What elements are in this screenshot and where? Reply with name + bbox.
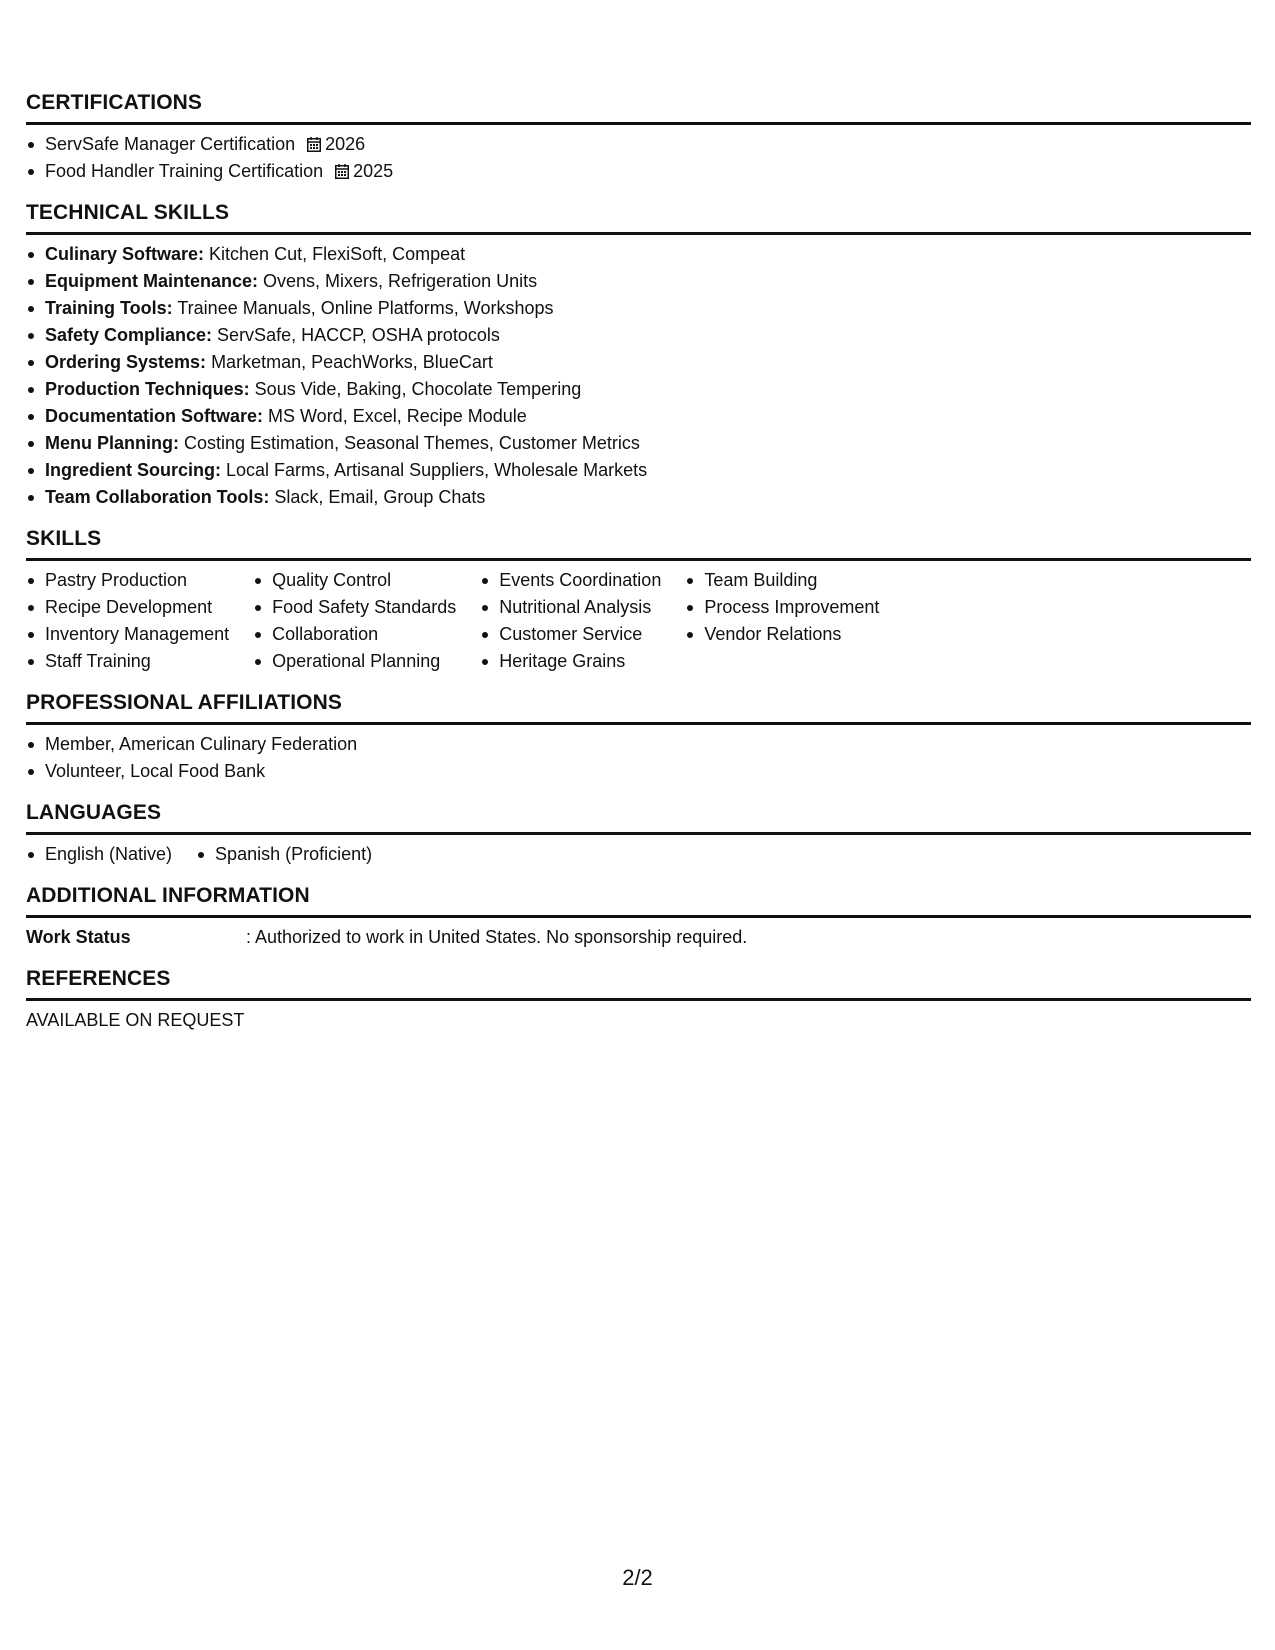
skill-category: Team Collaboration Tools: [45, 487, 270, 507]
section-divider [26, 832, 1251, 835]
certification-item [26, 158, 1251, 185]
skill-item: Nutritional Analysis [480, 594, 661, 621]
skill-item: Vendor Relations [685, 621, 879, 648]
language-item: English (Native) [26, 841, 172, 868]
skill-category: Production Techniques: [45, 379, 250, 399]
skill-item: Recipe Development [26, 594, 229, 621]
section-divider [26, 722, 1251, 725]
calendar-icon [307, 133, 321, 148]
skill-category: Ordering Systems: [45, 352, 207, 372]
skill-item: Customer Service [480, 621, 661, 648]
references-heading: REFERENCES [26, 967, 171, 990]
affiliations-heading: PROFESSIONAL AFFILIATIONS [26, 691, 342, 714]
additional-info-section [26, 883, 1251, 951]
skill-category: Documentation Software: [45, 406, 264, 426]
technical-skills-section [26, 200, 1251, 511]
certification-item [26, 131, 1251, 158]
technical-skills-heading: TECHNICAL SKILLS [26, 201, 230, 224]
section-divider [26, 558, 1251, 561]
affiliation-item: Member, American Culinary Federation [26, 731, 1251, 758]
affiliations-list [26, 731, 1251, 785]
additional-info-heading: ADDITIONAL INFORMATION [26, 884, 310, 907]
skill-values: Costing Estimation, Seasonal Themes, Customer Metrics [179, 433, 640, 453]
skill-category: Training Tools: [45, 298, 173, 318]
section-divider [26, 998, 1251, 1001]
languages-heading: LANGUAGES [26, 801, 162, 824]
skill-values: Kitchen Cut, FlexiSoft, Compeat [204, 244, 466, 264]
skills-heading: SKILLS [26, 527, 102, 550]
technical-skill-item [26, 484, 1251, 511]
skill-item: Inventory Management [26, 621, 229, 648]
page-number: 2/2 [622, 1565, 653, 1590]
affiliation-item: Volunteer, Local Food Bank [26, 758, 1251, 785]
technical-skill-item [26, 457, 1251, 484]
languages-list [26, 841, 1251, 868]
skill-category: Menu Planning: [45, 433, 179, 453]
skill-values: ServSafe, HACCP, OSHA protocols [212, 325, 500, 345]
skill-values: Local Farms, Artisanal Suppliers, Wholesale Markets [221, 460, 648, 480]
skill-item: Heritage Grains [480, 648, 661, 675]
skill-item: Events Coordination [480, 567, 661, 594]
technical-skill-item [26, 430, 1251, 457]
skill-category: Safety Compliance: [45, 325, 213, 345]
technical-skills-list [26, 241, 1251, 511]
technical-skill-item [26, 268, 1251, 295]
skill-values: Slack, Email, Group Chats [269, 487, 486, 507]
languages-section [26, 800, 1251, 868]
skills-grid [26, 567, 1251, 675]
technical-skill-item [26, 295, 1251, 322]
language-item: Spanish (Proficient) [196, 841, 372, 868]
certification-name: ServSafe Manager Certification [45, 134, 296, 154]
skill-values: Sous Vide, Baking, Chocolate Tempering [249, 379, 582, 399]
technical-skill-item [26, 322, 1251, 349]
affiliations-section [26, 690, 1251, 785]
skill-item: Team Building [685, 567, 879, 594]
certification-year: 2025 [353, 161, 394, 181]
calendar-icon [335, 160, 349, 175]
skill-item: Operational Planning [253, 648, 456, 675]
technical-skill-item [26, 403, 1251, 430]
skills-column [685, 567, 879, 675]
technical-skill-item [26, 241, 1251, 268]
skill-values: MS Word, Excel, Recipe Module [263, 406, 527, 426]
skill-item: Pastry Production [26, 567, 229, 594]
references-section [26, 966, 1251, 1034]
skill-item: Staff Training [26, 648, 229, 675]
skill-category: Culinary Software: [45, 244, 205, 264]
skill-item: Process Improvement [685, 594, 879, 621]
skill-item: Collaboration [253, 621, 456, 648]
certification-year: 2026 [325, 134, 366, 154]
certifications-heading: CERTIFICATIONS [26, 91, 203, 114]
technical-skill-item [26, 376, 1251, 403]
skill-category: Equipment Maintenance: [45, 271, 259, 291]
resume-page [26, 0, 1251, 1034]
skills-column [253, 567, 456, 675]
certifications-list [26, 131, 1251, 185]
skill-values: Ovens, Mixers, Refrigeration Units [258, 271, 538, 291]
skill-item: Quality Control [253, 567, 456, 594]
skill-category: Ingredient Sourcing: [45, 460, 222, 480]
skill-values: Trainee Manuals, Online Platforms, Workshops [172, 298, 554, 318]
section-divider [26, 122, 1251, 125]
work-status-value: : Authorized to work in United States. No sponsorship required. [246, 927, 748, 947]
work-status-row [26, 924, 1251, 951]
skills-section [26, 526, 1251, 675]
section-divider [26, 915, 1251, 918]
work-status-label: Work Status [26, 927, 131, 947]
skill-values: Marketman, PeachWorks, BlueCart [206, 352, 493, 372]
certifications-section [26, 90, 1251, 185]
skills-column [480, 567, 661, 675]
technical-skill-item [26, 349, 1251, 376]
skill-item: Food Safety Standards [253, 594, 456, 621]
skills-column [26, 567, 229, 675]
references-text: AVAILABLE ON REQUEST [26, 1010, 245, 1030]
section-divider [26, 232, 1251, 235]
certification-name: Food Handler Training Certification [45, 161, 324, 181]
